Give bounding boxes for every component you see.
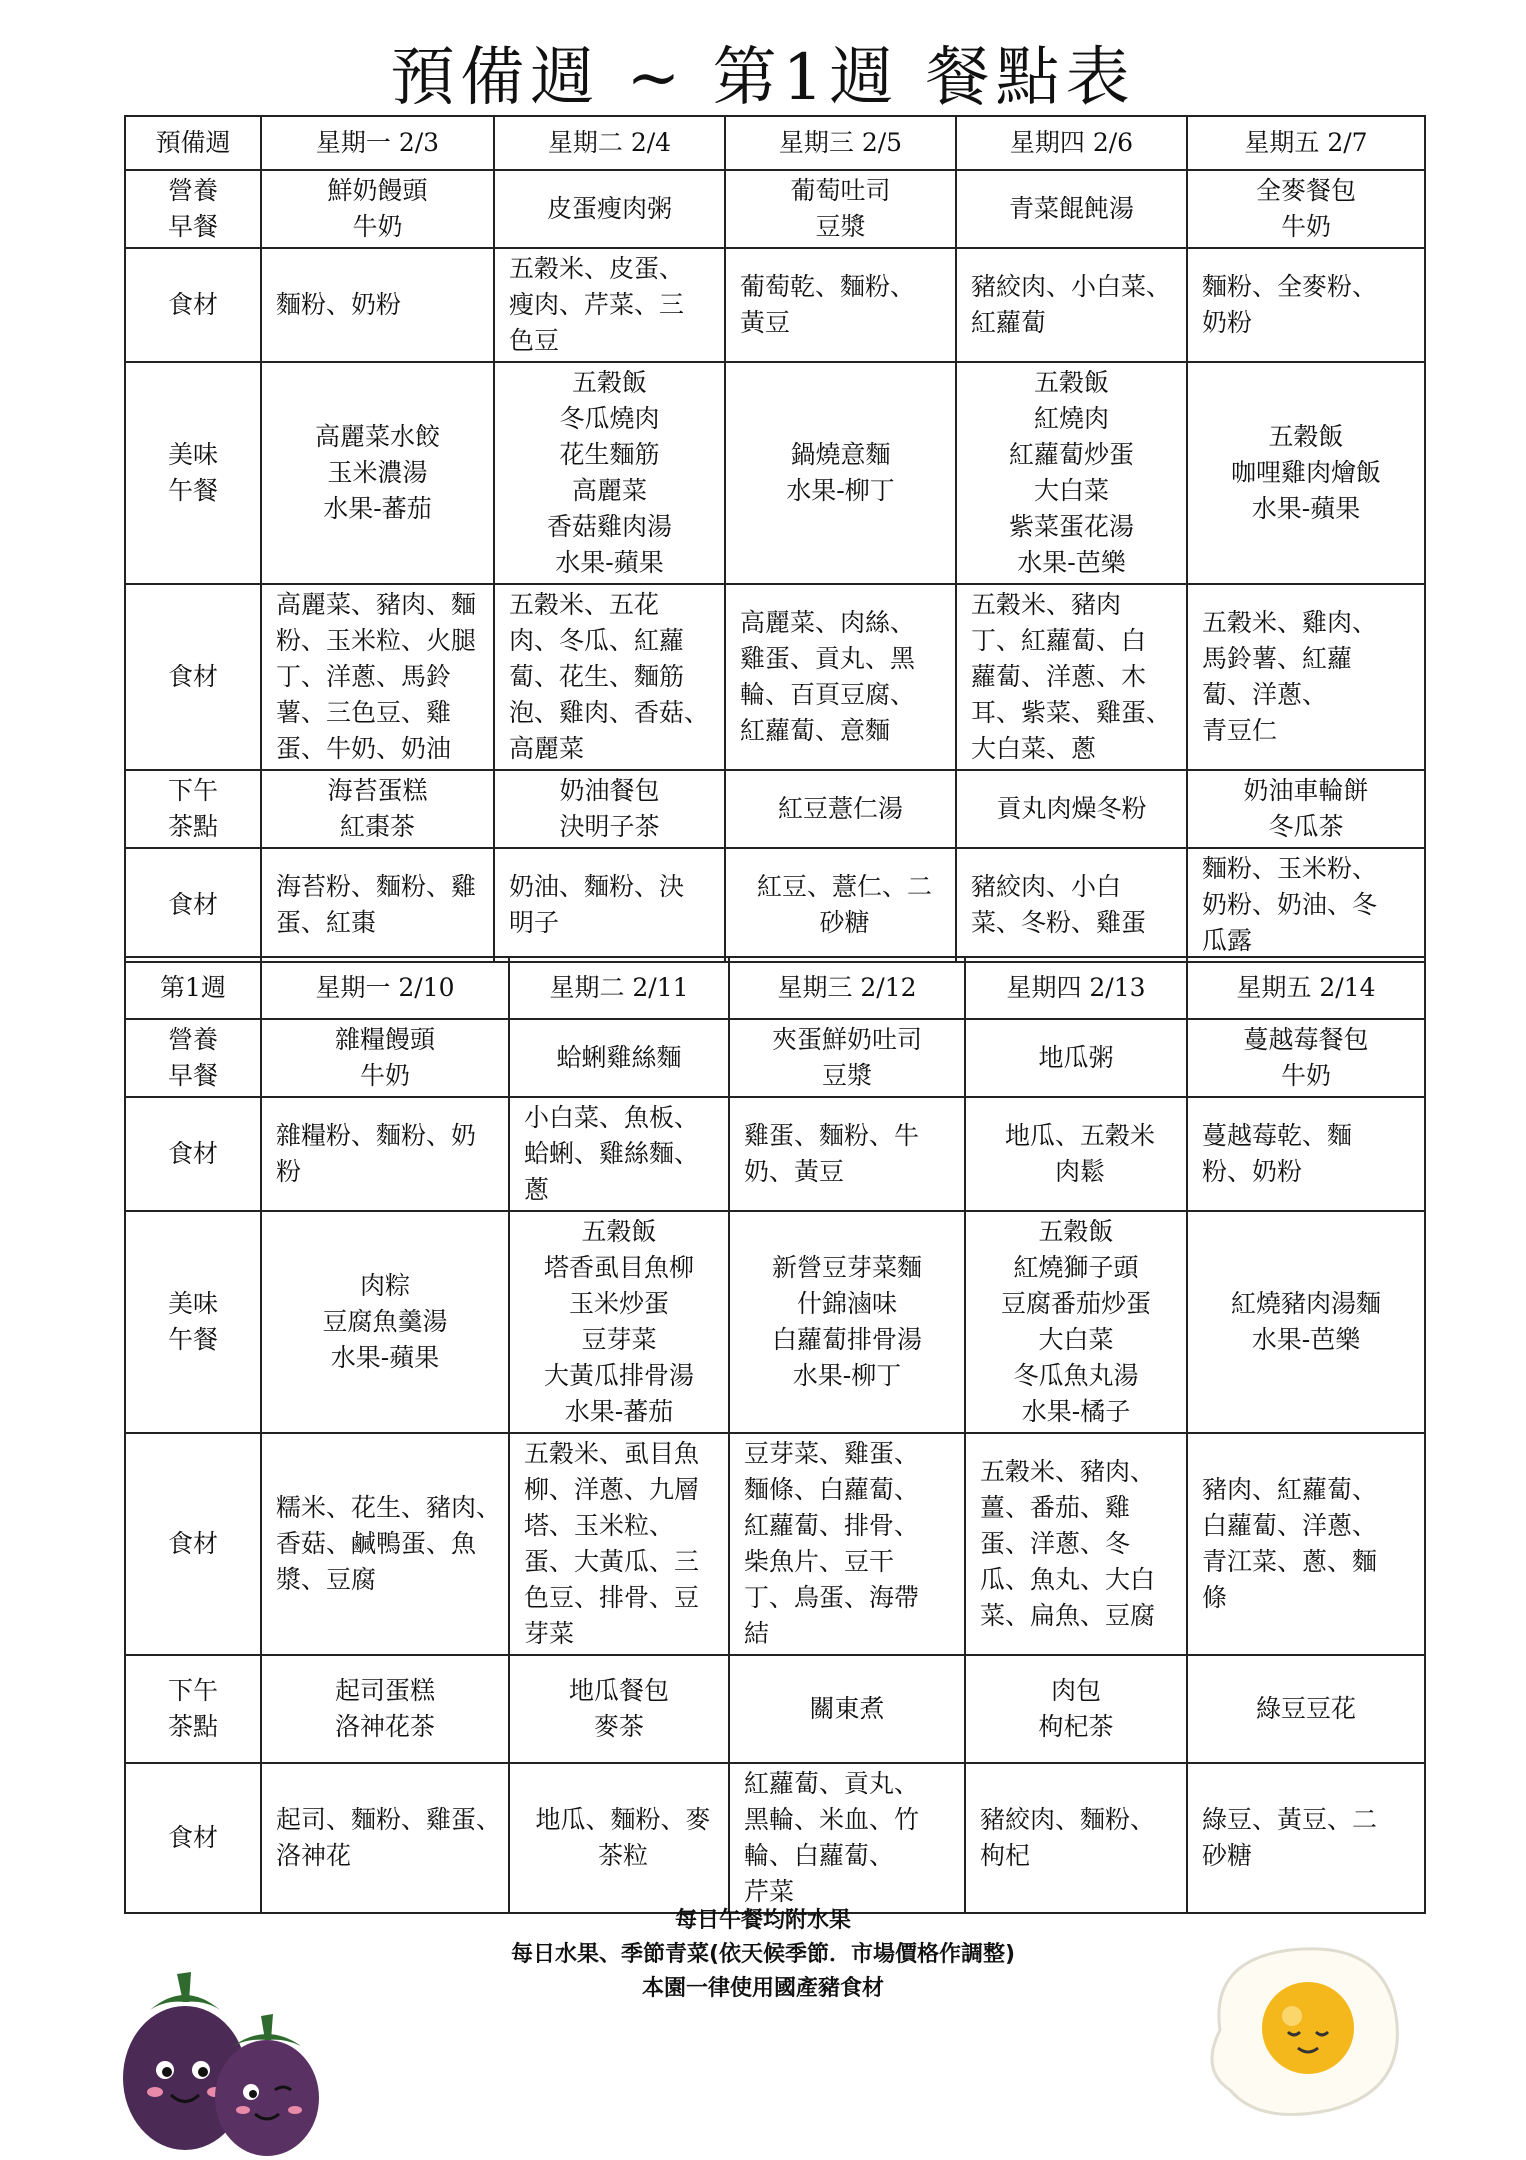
- footer-line: 本園一律使用國產豬食材: [641, 1976, 884, 2001]
- day-header: 星期一 2/3: [261, 116, 494, 170]
- day-header: 星期四 2/13: [965, 957, 1187, 1019]
- menu-cell: 肉包 枸杞茶: [965, 1655, 1187, 1763]
- ingredients-cell: 麵粉、全麥粉、 奶粉: [1187, 248, 1425, 362]
- ingredients-cell: 五穀米、豬肉 丁、紅蘿蔔、白 蘿蔔、洋蔥、木 耳、紫菜、雞蛋、 大白菜、蔥: [956, 584, 1187, 770]
- menu-cell: 五穀飯 紅燒獅子頭 豆腐番茄炒蛋 大白菜 冬瓜魚丸湯 水果-橘子: [965, 1211, 1187, 1433]
- ingredients-cell: 海苔粉、麵粉、雞 蛋、紅棗: [261, 848, 494, 962]
- ingredients-row: [125, 848, 1425, 962]
- menu-cell: 葡萄吐司 豆漿: [725, 170, 956, 248]
- menu-cell: 肉粽 豆腐魚羹湯 水果-蘋果: [261, 1211, 509, 1433]
- ingredients-cell: 麵粉、奶粉: [261, 248, 494, 362]
- ingredients-cell: 豬絞肉、小白菜、 紅蘿蔔: [956, 248, 1187, 362]
- menu-cell: 全麥餐包 牛奶: [1187, 170, 1425, 248]
- day-header: 星期二 2/4: [494, 116, 725, 170]
- week-table-prep: [124, 115, 1426, 963]
- ingredients-cell: 麵粉、玉米粉、 奶粉、奶油、冬 瓜露: [1187, 848, 1425, 962]
- ingredients-cell: 五穀米、五花 肉、冬瓜、紅蘿 蔔、花生、麵筋 泡、雞肉、香菇、 高麗菜: [494, 584, 725, 770]
- menu-cell: 綠豆豆花: [1187, 1655, 1425, 1763]
- ingredients-row: [125, 1433, 1425, 1655]
- menu-cell: 五穀飯 塔香虱目魚柳 玉米炒蛋 豆芽菜 大黃瓜排骨湯 水果-蕃茄: [509, 1211, 729, 1433]
- ingredients-row: [125, 248, 1425, 362]
- ingredients-cell: 五穀米、豬肉、 薑、番茄、雞 蛋、洋蔥、冬 瓜、魚丸、大白 菜、扁魚、豆腐: [965, 1433, 1187, 1655]
- row-label: 食材: [125, 848, 261, 962]
- ingredients-cell: 豬肉、紅蘿蔔、 白蘿蔔、洋蔥、 青江菜、蔥、麵 條: [1187, 1433, 1425, 1655]
- ingredients-row: [125, 1097, 1425, 1211]
- ingredients-cell: 豆芽菜、雞蛋、 麵條、白蘿蔔、 紅蘿蔔、排骨、 柴魚片、豆干 丁、鳥蛋、海帶 結: [729, 1433, 965, 1655]
- row-label: 美味 午餐: [125, 1211, 261, 1433]
- ingredients-cell: 五穀米、雞肉、 馬鈴薯、紅蘿 蔔、洋蔥、 青豆仁: [1187, 584, 1425, 770]
- snack-row: [125, 1655, 1425, 1763]
- row-label: 美味 午餐: [125, 362, 261, 584]
- ingredients-cell: 奶油、麵粉、決 明子: [494, 848, 725, 962]
- ingredients-cell: 葡萄乾、麵粉、 黃豆: [725, 248, 956, 362]
- eggplant-illustration: [105, 1930, 335, 2160]
- row-label: 下午 茶點: [125, 770, 261, 848]
- ingredients-cell: 糯米、花生、豬肉、 香菇、鹹鴨蛋、魚 漿、豆腐: [261, 1433, 509, 1655]
- footer-line: 每日水果、季節青菜(依天候季節．市場價格作調整): [510, 1942, 1016, 1967]
- lunch-row: [125, 1211, 1425, 1433]
- header-row: [125, 957, 1425, 1019]
- menu-cell: 奶油車輪餅 冬瓜茶: [1187, 770, 1425, 848]
- day-header: 星期五 2/14: [1187, 957, 1425, 1019]
- breakfast-row: [125, 170, 1425, 248]
- menu-cell: 奶油餐包 決明子茶: [494, 770, 725, 848]
- menu-cell: 夾蛋鮮奶吐司 豆漿: [729, 1019, 965, 1097]
- ingredients-cell: 高麗菜、肉絲、 雞蛋、貢丸、黑 輪、百頁豆腐、 紅蘿蔔、意麵: [725, 584, 956, 770]
- menu-cell: 紅燒豬肉湯麵 水果-芭樂: [1187, 1211, 1425, 1433]
- row-label: 食材: [125, 248, 261, 362]
- ingredients-cell: 小白菜、魚板、 蛤蜊、雞絲麵、 蔥: [509, 1097, 729, 1211]
- row-label: 食材: [125, 584, 261, 770]
- day-header: 星期四 2/6: [956, 116, 1187, 170]
- ingredients-row: [125, 1763, 1425, 1913]
- menu-cell: 蔓越莓餐包 牛奶: [1187, 1019, 1425, 1097]
- ingredients-cell: 五穀米、皮蛋、 瘦肉、芹菜、三 色豆: [494, 248, 725, 362]
- menu-cell: 貢丸肉燥冬粉: [956, 770, 1187, 848]
- menu-cell: 關東煮: [729, 1655, 965, 1763]
- menu-cell: 地瓜餐包 麥茶: [509, 1655, 729, 1763]
- menu-cell: 五穀飯 紅燒肉 紅蘿蔔炒蛋 大白菜 紫菜蛋花湯 水果-芭樂: [956, 362, 1187, 584]
- footer-line: 每日午餐均附水果: [674, 1908, 851, 1933]
- row-label: 營養 早餐: [125, 1019, 261, 1097]
- row-label: 食材: [125, 1763, 261, 1913]
- page-title: 預備週 ~ 第1週 餐點表: [390, 41, 1136, 115]
- breakfast-row: [125, 1019, 1425, 1097]
- menu-cell: 青菜餛飩湯: [956, 170, 1187, 248]
- ingredients-cell: 豬絞肉、小白 菜、冬粉、雞蛋: [956, 848, 1187, 962]
- lunch-row: [125, 362, 1425, 584]
- menu-cell: 新營豆芽菜麵 什錦滷味 白蘿蔔排骨湯 水果-柳丁: [729, 1211, 965, 1433]
- row-label: 下午 茶點: [125, 1655, 261, 1763]
- menu-cell: 起司蛋糕 洛神花茶: [261, 1655, 509, 1763]
- ingredients-cell: 紅蘿蔔、貢丸、 黑輪、米血、竹 輪、白蘿蔔、 芹菜: [729, 1763, 965, 1913]
- snack-row: [125, 770, 1425, 848]
- ingredients-row: [125, 584, 1425, 770]
- menu-cell: 五穀飯 冬瓜燒肉 花生麵筋 高麗菜 香菇雞肉湯 水果-蘋果: [494, 362, 725, 584]
- row-label: 營養 早餐: [125, 170, 261, 248]
- ingredients-cell: 地瓜、麵粉、麥 茶粒: [509, 1763, 729, 1913]
- ingredients-cell: 五穀米、虱目魚 柳、洋蔥、九層 塔、玉米粒、 蛋、大黃瓜、三 色豆、排骨、豆 芽菜: [509, 1433, 729, 1655]
- day-header: 星期三 2/12: [729, 957, 965, 1019]
- day-header: 星期五 2/7: [1187, 116, 1425, 170]
- week-table-week1: [124, 956, 1426, 1914]
- ingredients-cell: 豬絞肉、麵粉、 枸杞: [965, 1763, 1187, 1913]
- ingredients-cell: 雜糧粉、麵粉、奶 粉: [261, 1097, 509, 1211]
- ingredients-cell: 高麗菜、豬肉、麵 粉、玉米粒、火腿 丁、洋蔥、馬鈴 薯、三色豆、雞 蛋、牛奶、奶油: [261, 584, 494, 770]
- fried-egg-illustration: [1180, 1920, 1420, 2140]
- day-header: 星期三 2/5: [725, 116, 956, 170]
- menu-cell: 鍋燒意麵 水果-柳丁: [725, 362, 956, 584]
- menu-cell: 海苔蛋糕 紅棗茶: [261, 770, 494, 848]
- ingredients-cell: 地瓜、五穀米 肉鬆: [965, 1097, 1187, 1211]
- day-header: 星期二 2/11: [509, 957, 729, 1019]
- week-label: 預備週: [125, 116, 261, 170]
- header-row: [125, 116, 1425, 170]
- menu-cell: 五穀飯 咖哩雞肉燴飯 水果-蘋果: [1187, 362, 1425, 584]
- menu-cell: 高麗菜水餃 玉米濃湯 水果-蕃茄: [261, 362, 494, 584]
- menu-cell: 紅豆薏仁湯: [725, 770, 956, 848]
- ingredients-cell: 蔓越莓乾、麵 粉、奶粉: [1187, 1097, 1425, 1211]
- menu-cell: 鮮奶饅頭 牛奶: [261, 170, 494, 248]
- day-header: 星期一 2/10: [261, 957, 509, 1019]
- menu-cell: 皮蛋瘦肉粥: [494, 170, 725, 248]
- menu-cell: 雜糧饅頭 牛奶: [261, 1019, 509, 1097]
- row-label: 食材: [125, 1433, 261, 1655]
- ingredients-cell: 起司、麵粉、雞蛋、 洛神花: [261, 1763, 509, 1913]
- ingredients-cell: 雞蛋、麵粉、牛 奶、黃豆: [729, 1097, 965, 1211]
- menu-cell: 蛤蜊雞絲麵: [509, 1019, 729, 1097]
- week-label: 第1週: [125, 957, 261, 1019]
- ingredients-cell: 紅豆、薏仁、二 砂糖: [725, 848, 956, 962]
- ingredients-cell: 綠豆、黃豆、二 砂糖: [1187, 1763, 1425, 1913]
- row-label: 食材: [125, 1097, 261, 1211]
- menu-cell: 地瓜粥: [965, 1019, 1187, 1097]
